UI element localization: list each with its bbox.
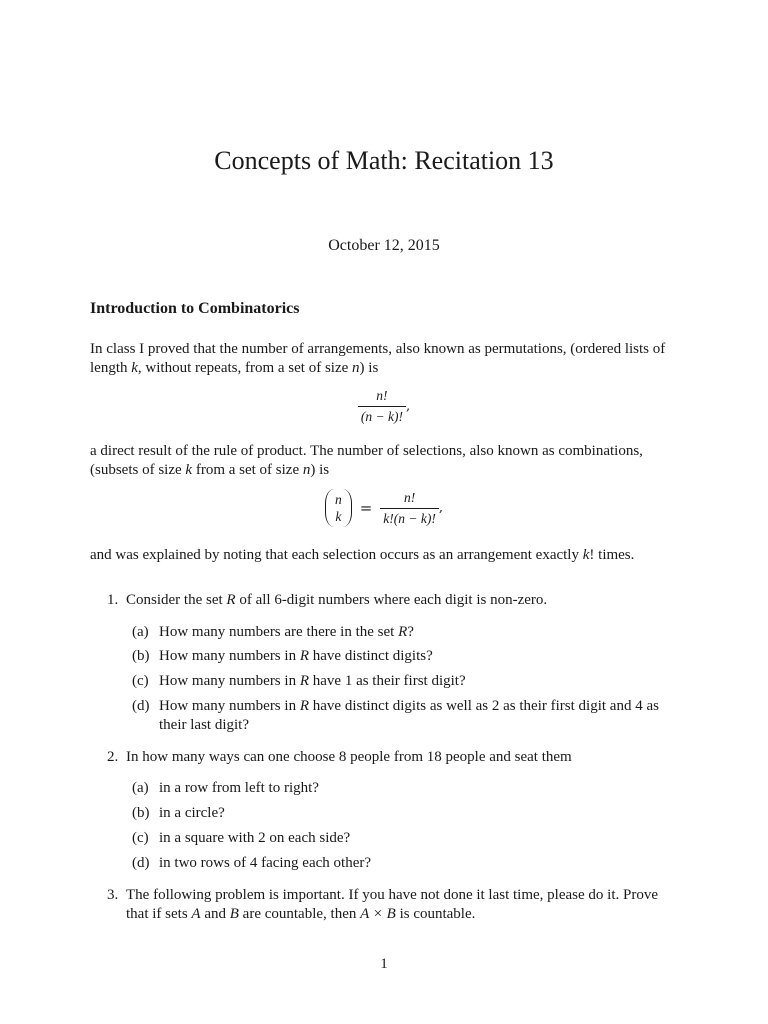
permutation-fraction	[358, 388, 406, 425]
fraction-numerator: n!	[403, 489, 416, 505]
intro-paragraph-3: and was explained by noting that each selection occurs as an arrangement exactly k! times.	[90, 547, 635, 563]
section-heading: Introduction to Combinatorics	[90, 300, 300, 317]
problem-2-part-b	[132, 804, 680, 823]
problem-2-part-d	[132, 854, 680, 873]
page-number: 1	[380, 956, 388, 972]
document-date: October 12, 2015	[328, 237, 440, 254]
formula-comma: ,	[438, 500, 444, 516]
problem-1-part-a: (a) How many numbers are there in the set R?	[132, 624, 414, 640]
binomial-coefficient	[325, 489, 352, 527]
intro-paragraph-2: a direct result of the rule of product. The number of selections, also known as combinations, (subsets of size k from a set of size n) is	[90, 443, 643, 478]
part-text: in two rows of 4 facing each other?	[159, 855, 372, 871]
problem-1-part-c: (c) How many numbers in R have 1 as their first digit?	[132, 673, 466, 689]
part-label: (c)	[132, 673, 149, 689]
problem-number: 2.	[107, 749, 119, 765]
document-title: Concepts of Math: Recitation 13	[214, 146, 554, 175]
part-text: in a square with 2 on each side?	[159, 830, 351, 846]
problem-1-part-b: (b) How many numbers in R have distinct digits?	[132, 648, 433, 664]
part-label: (d)	[132, 698, 150, 714]
permutation-formula	[0, 388, 768, 425]
problem-2-part-c	[132, 829, 680, 848]
problem-2-part-a	[132, 779, 680, 798]
intro-paragraph-1: In class I proved that the number of arrangements, also known as permutations, (ordered lists of length k, without repeats, from a set of size n) is	[90, 341, 666, 376]
problem-3	[107, 886, 679, 924]
part-text: in a row from left to right?	[159, 780, 319, 796]
binomial-top: n	[334, 492, 342, 507]
problem-text: Consider the set R of all 6-digit numbers where each digit is non-zero.	[126, 592, 548, 608]
right-parenthesis	[343, 489, 352, 527]
problem-1	[107, 591, 679, 610]
fraction-numerator: n!	[376, 388, 388, 403]
problem-text: The following problem is important. If you have not done it last time, please do it. Prove that if sets A and B are countable, then A × B is countable.	[126, 887, 658, 922]
part-label: (a)	[132, 624, 149, 640]
formula-comma: ,	[405, 399, 411, 414]
binomial-bottom: k	[335, 509, 342, 524]
problem-number: 3.	[107, 887, 119, 903]
part-label: (d)	[132, 855, 150, 871]
left-parenthesis	[325, 489, 334, 527]
problem-1-part-d: (d) How many numbers in R have distinct digits as well as 2 as their first digit and 4 as their last digit?	[132, 698, 659, 733]
part-label: (b)	[132, 648, 150, 664]
problem-number: 1.	[107, 592, 119, 608]
part-text: in a circle?	[159, 805, 225, 821]
part-label: (b)	[132, 805, 150, 821]
fraction-denominator: (n − k)!	[358, 406, 406, 425]
problem-2	[107, 748, 679, 767]
combination-fraction	[380, 490, 439, 527]
equals-sign: =	[359, 498, 373, 517]
part-label: (c)	[132, 830, 149, 846]
part-label: (a)	[132, 780, 149, 796]
fraction-denominator: k!(n − k)!	[380, 508, 439, 527]
problem-text: In how many ways can one choose 8 people from 18 people and seat them	[126, 749, 572, 765]
combination-formula	[0, 489, 768, 527]
